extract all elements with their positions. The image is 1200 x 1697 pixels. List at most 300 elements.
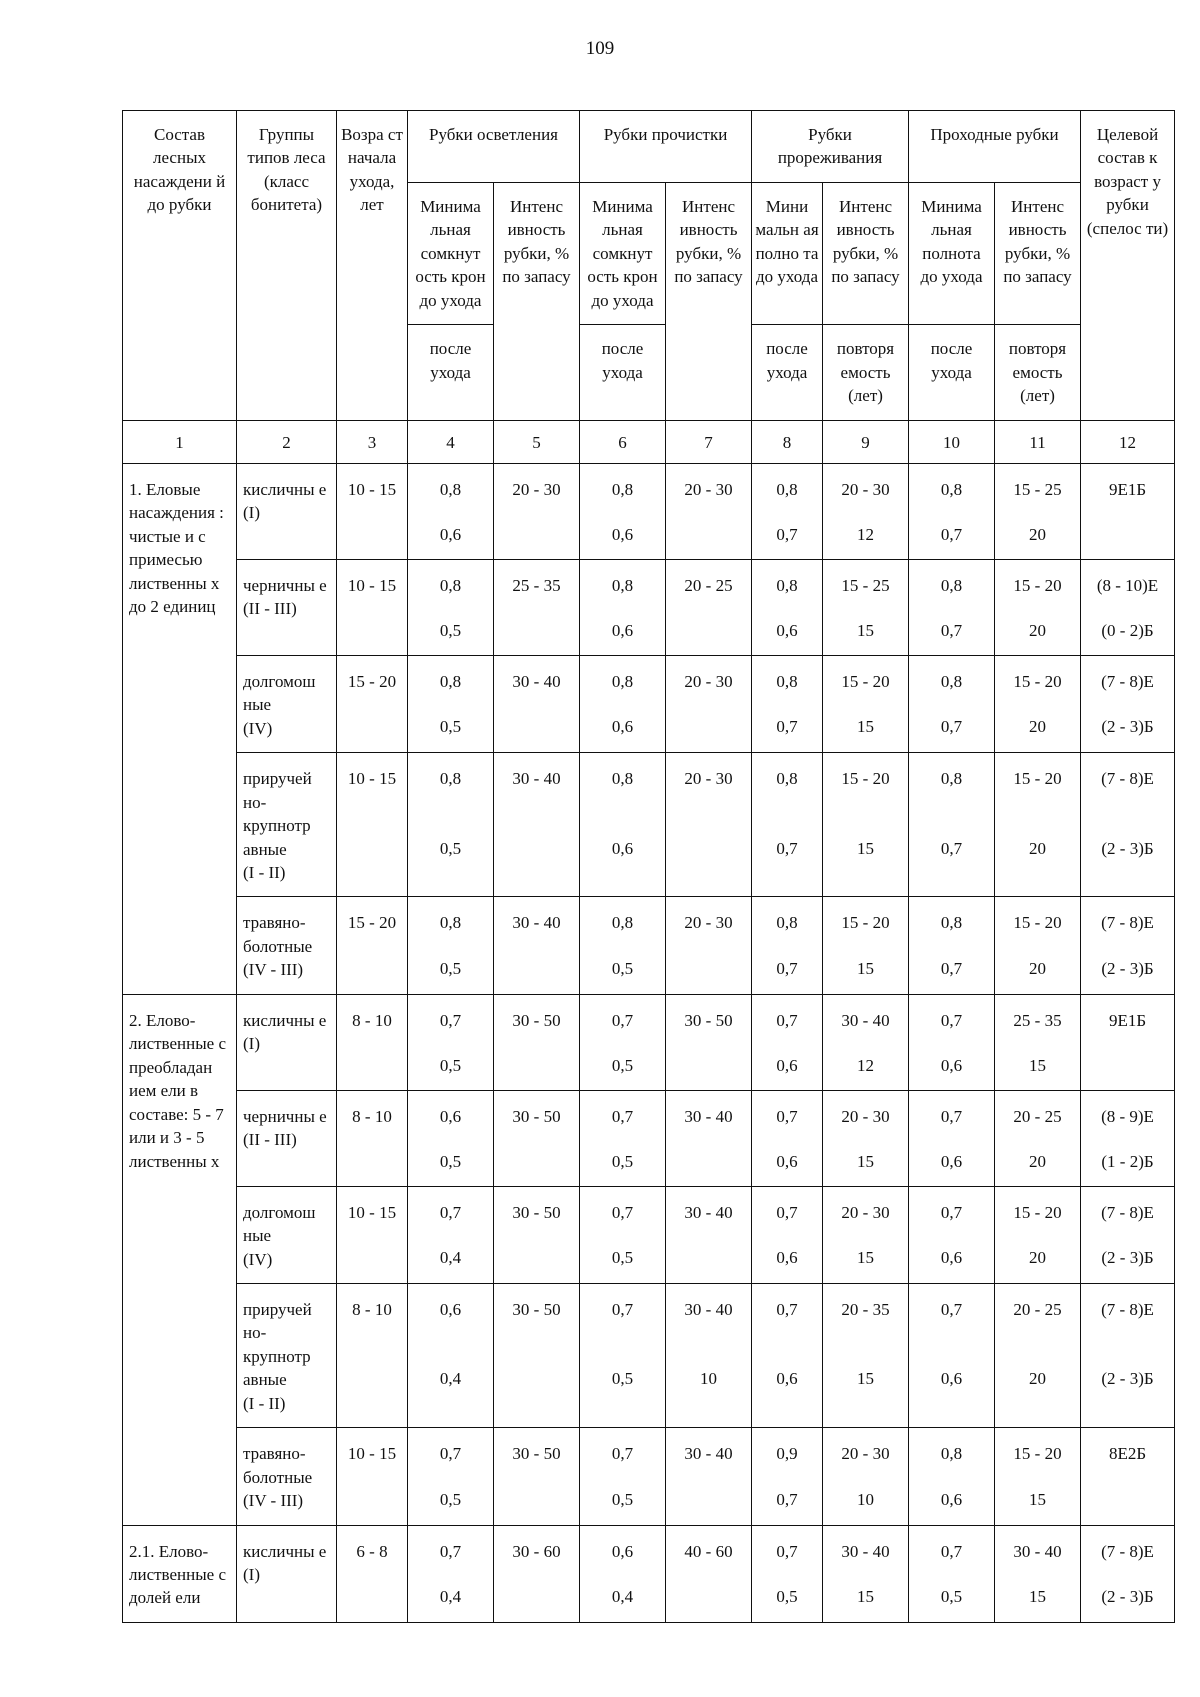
prohod-intensity-cell-after: 20 <box>1029 717 1047 737</box>
column-number-row <box>123 420 1175 463</box>
osvet-intensity-cell: 30 - 50 <box>494 1090 580 1186</box>
prored-intensity-cell-after: 12 <box>857 1056 875 1076</box>
spacer <box>669 1321 748 1367</box>
prored-density-cell-after: 0,7 <box>776 525 798 545</box>
osvet-closure-cell <box>408 753 494 897</box>
prohod-intensity-cell-after: 20 <box>1029 958 1047 978</box>
forest-type-cell <box>237 559 337 655</box>
proch-closure-cell <box>580 994 666 1090</box>
osvet-intensity-cell: 30 - 50 <box>494 1283 580 1427</box>
target-composition-cell <box>1081 1283 1175 1427</box>
spacer <box>1084 1224 1171 1246</box>
site-class: (I) <box>243 1565 260 1585</box>
forest-type-name: кисличны е <box>243 1010 327 1030</box>
prored-density-cell-before: 0,8 <box>776 769 798 789</box>
prohod-density-cell-after: 0,7 <box>940 717 963 737</box>
forest-type-name: кисличны е <box>243 1541 327 1561</box>
forest-type-name: приручей но- крупнотр авные <box>243 769 312 859</box>
proch-closure-cell-after: 0,5 <box>611 1369 634 1389</box>
prohod-density-cell <box>909 897 995 994</box>
prored-intensity-cell-after: 15 <box>857 621 875 641</box>
spacer <box>998 1224 1077 1246</box>
prohod-intensity-cell-before: 20 - 25 <box>1013 1106 1062 1126</box>
prored-density-cell-after: 0,6 <box>776 1056 798 1076</box>
prohod-density-cell-after: 0,6 <box>940 1489 963 1509</box>
proch-closure-cell <box>580 559 666 655</box>
spacer <box>998 791 1077 837</box>
header-forest-type: Группы типов леса (класс бонитета) <box>237 111 337 421</box>
proch-closure-cell-before: 0,8 <box>611 479 634 499</box>
prored-density-cell-after: 0,7 <box>776 717 798 737</box>
prohod-intensity-cell-after: 20 <box>1029 1369 1047 1389</box>
prored-density-cell-after: 0,6 <box>776 621 798 641</box>
prohod-density-cell <box>909 1525 995 1622</box>
prored-intensity-cell-before: 15 - 20 <box>841 769 890 789</box>
osvet-intensity-cell: 30 - 60 <box>494 1525 580 1622</box>
prored-density-cell-before: 0,8 <box>776 671 798 691</box>
osvet-closure-cell-before: 0,6 <box>439 1106 462 1126</box>
prohod-density-cell-before: 0,8 <box>940 575 963 595</box>
start-age-cell: 10 - 15 <box>337 753 408 897</box>
header-prohodnye: Проходные рубки <box>909 111 1081 183</box>
target-composition-cell-before: 9Е1Б <box>1108 1010 1147 1030</box>
spacer <box>1084 1563 1171 1585</box>
header-after-6: после ухода <box>580 325 666 420</box>
proch-closure-cell <box>580 1090 666 1186</box>
col-number: 9 <box>823 420 909 463</box>
osvet-closure-cell <box>408 655 494 752</box>
prored-intensity-cell <box>823 463 909 559</box>
osvet-closure-cell-after: 0,5 <box>439 1152 462 1172</box>
header-intensity-5: Интенс ивность рубки, % по запасу <box>494 182 580 420</box>
spacer <box>998 1321 1077 1367</box>
target-composition-cell-before: (7 - 8)Е <box>1101 671 1154 691</box>
spacer <box>1084 597 1171 619</box>
forest-type-cell <box>237 1428 337 1525</box>
target-composition-cell <box>1081 897 1175 994</box>
proch-closure-cell-before: 0,7 <box>611 1299 634 1319</box>
proch-closure-cell <box>580 753 666 897</box>
prohod-density-cell-before: 0,8 <box>940 479 963 499</box>
prohod-intensity-cell-after: 20 <box>1029 1248 1047 1268</box>
prored-intensity-cell-before: 15 - 20 <box>841 913 890 933</box>
osvet-closure-cell-before: 0,6 <box>439 1299 462 1319</box>
table-row <box>123 1525 1175 1622</box>
prohod-density-cell-before: 0,7 <box>940 1202 963 1222</box>
prored-intensity-cell <box>823 897 909 994</box>
osvet-closure-cell-after: 0,4 <box>439 1248 462 1268</box>
spacer <box>583 1128 662 1150</box>
start-age-cell: 15 - 20 <box>337 655 408 752</box>
prored-density-cell-before: 0,9 <box>776 1444 798 1464</box>
header-min-density-10: Минима льная полнота до ухода <box>909 182 995 324</box>
spacer <box>755 501 819 523</box>
prohod-density-cell-after: 0,5 <box>940 1587 963 1607</box>
spacer <box>583 791 662 837</box>
osvet-closure-cell-after: 0,4 <box>439 1369 462 1389</box>
prored-intensity-cell <box>823 1186 909 1283</box>
col-number: 6 <box>580 420 666 463</box>
osvet-closure-cell-after: 0,5 <box>439 621 462 641</box>
osvet-intensity-cell: 30 - 50 <box>494 1186 580 1283</box>
osvet-closure-cell <box>408 463 494 559</box>
prohod-intensity-cell <box>995 994 1081 1090</box>
spacer <box>998 1466 1077 1488</box>
spacer <box>912 1032 991 1054</box>
spacer <box>826 791 905 837</box>
header-intensity-9: Интенс ивность рубки, % по запасу <box>823 182 909 324</box>
prored-density-cell-before: 0,8 <box>776 913 798 933</box>
target-composition-cell-after: (0 - 2)Б <box>1101 621 1154 641</box>
spacer <box>411 1128 490 1150</box>
prored-intensity-cell-after: 15 <box>857 838 875 858</box>
spacer <box>411 597 490 619</box>
prohod-intensity-cell-after: 20 <box>1029 1152 1047 1172</box>
forest-type-cell <box>237 994 337 1090</box>
prohod-intensity-cell <box>995 897 1081 994</box>
prored-intensity-cell-after: 15 <box>857 1587 875 1607</box>
site-class: (I - II) <box>243 1393 286 1413</box>
forest-type-name: долгомош ные <box>243 1202 316 1246</box>
header-composition: Состав лесных насаждени й до рубки <box>123 111 237 421</box>
prored-density-cell-before: 0,7 <box>776 1299 798 1319</box>
header-after-8: после ухода <box>752 325 823 420</box>
osvet-closure-cell <box>408 559 494 655</box>
prohod-density-cell-after: 0,6 <box>940 1056 963 1076</box>
spacer <box>912 1128 991 1150</box>
spacer <box>826 1563 905 1585</box>
forest-care-table <box>122 110 1175 1623</box>
prohod-density-cell-before: 0,7 <box>940 1106 963 1126</box>
prored-intensity-cell-after: 15 <box>857 958 875 978</box>
prored-density-cell-after: 0,7 <box>776 958 798 978</box>
prohod-intensity-cell-before: 15 - 20 <box>1013 1202 1062 1222</box>
spacer <box>826 935 905 957</box>
spacer <box>826 1224 905 1246</box>
header-repeat-9: повторя емость (лет) <box>823 325 909 420</box>
prored-intensity-cell <box>823 1428 909 1525</box>
header-prochistka: Рубки прочистки <box>580 111 752 183</box>
osvet-closure-cell-before: 0,8 <box>439 769 462 789</box>
target-composition-cell-after: (2 - 3)Б <box>1101 717 1154 737</box>
prored-density-cell-before: 0,7 <box>776 1541 798 1561</box>
forest-type-cell <box>237 897 337 994</box>
osvet-closure-cell <box>408 1186 494 1283</box>
prohod-intensity-cell-before: 15 - 20 <box>1013 671 1062 691</box>
target-composition-cell <box>1081 559 1175 655</box>
prohod-density-cell <box>909 1090 995 1186</box>
spacer <box>583 1321 662 1367</box>
spacer <box>1084 1128 1171 1150</box>
prohod-intensity-cell-after: 15 <box>1029 1587 1047 1607</box>
spacer <box>755 1128 819 1150</box>
prored-intensity-cell-after: 10 <box>857 1489 875 1509</box>
target-composition-cell <box>1081 753 1175 897</box>
spacer <box>411 1032 490 1054</box>
spacer <box>912 597 991 619</box>
prohod-intensity-cell-before: 15 - 20 <box>1013 1444 1062 1464</box>
osvet-intensity-cell: 30 - 50 <box>494 994 580 1090</box>
prohod-density-cell <box>909 1428 995 1525</box>
osvet-closure-cell-after: 0,5 <box>439 958 462 978</box>
header-intensity-11: Интенс ивность рубки, % по запасу <box>995 182 1081 324</box>
spacer <box>755 791 819 837</box>
prohod-density-cell <box>909 753 995 897</box>
spacer <box>826 1466 905 1488</box>
spacer <box>411 935 490 957</box>
spacer <box>826 1321 905 1367</box>
prohod-intensity-cell <box>995 1428 1081 1525</box>
spacer <box>998 1032 1077 1054</box>
spacer <box>912 791 991 837</box>
prored-intensity-cell-after: 12 <box>857 525 875 545</box>
spacer <box>755 1032 819 1054</box>
target-composition-cell <box>1081 463 1175 559</box>
col-number: 3 <box>337 420 408 463</box>
prored-density-cell-after: 0,6 <box>776 1248 798 1268</box>
osvet-intensity-cell: 30 - 50 <box>494 1428 580 1525</box>
site-class: (II - III) <box>243 1130 297 1150</box>
proch-closure-cell-after: 0,5 <box>611 1056 634 1076</box>
site-class: (I - II) <box>243 862 286 882</box>
table-row <box>123 1186 1175 1283</box>
proch-closure-cell-before: 0,7 <box>611 1106 634 1126</box>
spacer <box>411 501 490 523</box>
header-intensity-7: Интенс ивность рубки, % по запасу <box>666 182 752 420</box>
prored-density-cell <box>752 897 823 994</box>
table-row <box>123 559 1175 655</box>
start-age-cell: 6 - 8 <box>337 1525 408 1622</box>
proch-closure-cell-after: 0,5 <box>611 1152 634 1172</box>
site-class: (I) <box>243 503 260 523</box>
prohod-density-cell-after: 0,7 <box>940 525 963 545</box>
prored-intensity-cell-before: 30 - 40 <box>841 1010 890 1030</box>
prored-intensity-cell-before: 20 - 35 <box>841 1299 890 1319</box>
prohod-intensity-cell-after: 20 <box>1029 838 1047 858</box>
prored-density-cell-before: 0,7 <box>776 1202 798 1222</box>
prored-intensity-cell-before: 30 - 40 <box>841 1541 890 1561</box>
proch-closure-cell-after: 0,6 <box>611 621 634 641</box>
proch-closure-cell <box>580 1428 666 1525</box>
prohod-intensity-cell-after: 15 <box>1029 1489 1047 1509</box>
prohod-intensity-cell-before: 15 - 20 <box>1013 575 1062 595</box>
spacer <box>826 501 905 523</box>
prored-density-cell-before: 0,8 <box>776 479 798 499</box>
forest-type-cell <box>237 1525 337 1622</box>
col-number: 10 <box>909 420 995 463</box>
forest-type-cell <box>237 655 337 752</box>
osvet-closure-cell-before: 0,7 <box>439 1010 462 1030</box>
prohod-density-cell-after: 0,6 <box>940 1152 963 1172</box>
spacer <box>1084 1466 1171 1488</box>
osvet-closure-cell-before: 0,8 <box>439 479 462 499</box>
start-age-cell: 8 - 10 <box>337 1283 408 1427</box>
spacer <box>912 1224 991 1246</box>
osvet-intensity-cell: 20 - 30 <box>494 463 580 559</box>
spacer <box>1084 1321 1171 1367</box>
forest-type-name: травяно- болотные <box>243 913 313 956</box>
proch-closure-cell-before: 0,7 <box>611 1202 634 1222</box>
spacer <box>912 1466 991 1488</box>
group-name-cell: 2.1. Елово- лиственные с долей ели <box>123 1525 237 1622</box>
spacer <box>755 1466 819 1488</box>
site-class: (I) <box>243 1034 260 1054</box>
start-age-cell: 10 - 15 <box>337 1428 408 1525</box>
forest-type-name: черничны е <box>243 575 327 595</box>
prored-intensity-cell <box>823 1283 909 1427</box>
prohod-intensity-cell-before: 15 - 20 <box>1013 913 1062 933</box>
site-class: (IV - III) <box>243 1491 304 1511</box>
proch-closure-cell-before: 0,6 <box>611 1541 634 1561</box>
proch-closure-cell-before: 0,8 <box>611 769 634 789</box>
prohod-density-cell-before: 0,7 <box>940 1010 963 1030</box>
prored-intensity-cell-before: 20 - 30 <box>841 1444 890 1464</box>
prohod-intensity-cell-before: 25 - 35 <box>1013 1010 1062 1030</box>
osvet-closure-cell-before: 0,7 <box>439 1541 462 1561</box>
spacer <box>912 693 991 715</box>
proch-intensity-cell: 20 - 30 <box>666 655 752 752</box>
target-composition-cell <box>1081 1186 1175 1283</box>
prohod-density-cell-after: 0,7 <box>940 958 963 978</box>
prored-density-cell-after: 0,7 <box>776 1489 798 1509</box>
col-number: 8 <box>752 420 823 463</box>
start-age-cell: 10 - 15 <box>337 559 408 655</box>
proch-intensity-cell: 20 - 25 <box>666 559 752 655</box>
table-row <box>123 1090 1175 1186</box>
table-body <box>123 463 1175 1622</box>
osvet-closure-cell <box>408 1090 494 1186</box>
prored-intensity-cell-after: 15 <box>857 1248 875 1268</box>
proch-closure-cell-after: 0,4 <box>611 1587 634 1607</box>
prohod-density-cell-before: 0,8 <box>940 1444 963 1464</box>
spacer <box>826 597 905 619</box>
spacer <box>583 1563 662 1585</box>
proch-closure-cell-after: 0,6 <box>611 525 634 545</box>
header-target-composition: Целевой состав к возраст у рубки (спелос ти) <box>1081 111 1175 421</box>
prohod-density-cell-before: 0,8 <box>940 769 963 789</box>
spacer <box>583 597 662 619</box>
col-number: 2 <box>237 420 337 463</box>
spacer <box>411 1224 490 1246</box>
spacer <box>583 693 662 715</box>
prohod-density-cell <box>909 655 995 752</box>
prohod-density-cell-before: 0,8 <box>940 913 963 933</box>
target-composition-cell-before: (7 - 8)Е <box>1101 769 1154 789</box>
prohod-density-cell-before: 0,8 <box>940 671 963 691</box>
spacer <box>1084 791 1171 837</box>
table-row <box>123 463 1175 559</box>
prored-density-cell-before: 0,8 <box>776 575 798 595</box>
target-composition-cell-before: (7 - 8)Е <box>1101 1299 1154 1319</box>
spacer <box>998 1563 1077 1585</box>
header-after-10: после ухода <box>909 325 995 420</box>
spacer <box>912 501 991 523</box>
header-after-4: после ухода <box>408 325 494 420</box>
osvet-closure-cell-after: 0,5 <box>439 717 462 737</box>
prored-intensity-cell <box>823 559 909 655</box>
spacer <box>912 1563 991 1585</box>
proch-intensity-cell: 30 - 40 <box>666 1090 752 1186</box>
start-age-cell: 10 - 15 <box>337 463 408 559</box>
spacer <box>826 1032 905 1054</box>
prohod-intensity-cell-after: 15 <box>1029 1056 1047 1076</box>
proch-intensity-cell-after: 10 <box>700 1369 718 1389</box>
prohod-intensity-cell <box>995 463 1081 559</box>
prored-density-cell-before: 0,7 <box>776 1106 798 1126</box>
prored-intensity-cell-before: 20 - 30 <box>841 1106 890 1126</box>
target-composition-cell-after: (2 - 3)Б <box>1101 838 1154 858</box>
prohod-intensity-cell <box>995 1525 1081 1622</box>
start-age-cell: 8 - 10 <box>337 1090 408 1186</box>
spacer <box>998 935 1077 957</box>
prored-density-cell <box>752 1525 823 1622</box>
site-class: (IV) <box>243 1249 273 1269</box>
prored-density-cell <box>752 1428 823 1525</box>
target-composition-cell-after: (1 - 2)Б <box>1101 1152 1154 1172</box>
target-composition-cell-after: (2 - 3)Б <box>1101 958 1154 978</box>
prohod-intensity-cell-after: 20 <box>1029 525 1047 545</box>
prohod-intensity-cell-before: 15 - 20 <box>1013 769 1062 789</box>
col-number: 12 <box>1081 420 1175 463</box>
spacer <box>1084 693 1171 715</box>
prored-intensity-cell-after: 15 <box>857 1369 875 1389</box>
prored-density-cell <box>752 1186 823 1283</box>
spacer <box>912 1321 991 1367</box>
prohod-density-cell <box>909 1283 995 1427</box>
target-composition-cell <box>1081 1090 1175 1186</box>
spacer <box>411 791 490 837</box>
spacer <box>998 693 1077 715</box>
osvet-closure-cell-before: 0,7 <box>439 1202 462 1222</box>
proch-intensity-cell: 30 - 40 <box>666 1428 752 1525</box>
target-composition-cell-before: (7 - 8)Е <box>1101 913 1154 933</box>
prored-intensity-cell <box>823 655 909 752</box>
target-composition-cell-after: (2 - 3)Б <box>1101 1248 1154 1268</box>
spacer <box>755 693 819 715</box>
group-name-cell: 1. Еловые насаждения : чистые и с примесью лиственны х до 2 единиц <box>123 463 237 994</box>
osvet-closure-cell <box>408 1525 494 1622</box>
forest-type-cell <box>237 463 337 559</box>
target-composition-cell <box>1081 1428 1175 1525</box>
forest-type-name: долгомош ные <box>243 671 316 715</box>
prored-intensity-cell-before: 20 - 30 <box>841 1202 890 1222</box>
forest-type-cell <box>237 753 337 897</box>
prored-density-cell <box>752 559 823 655</box>
osvet-closure-cell-after: 0,5 <box>439 1056 462 1076</box>
proch-closure-cell-before: 0,8 <box>611 671 634 691</box>
osvet-closure-cell <box>408 1428 494 1525</box>
proch-closure-cell-after: 0,6 <box>611 838 634 858</box>
osvet-intensity-cell: 30 - 40 <box>494 753 580 897</box>
target-composition-cell-before: (7 - 8)Е <box>1101 1202 1154 1222</box>
target-composition-cell-before: (7 - 8)Е <box>1101 1541 1154 1561</box>
prohod-intensity-cell-before: 15 - 25 <box>1013 479 1062 499</box>
proch-intensity-cell: 30 - 40 <box>666 1186 752 1283</box>
prohod-intensity-cell-before: 30 - 40 <box>1013 1541 1062 1561</box>
prored-density-cell-after: 0,7 <box>776 838 798 858</box>
prohod-intensity-cell <box>995 1090 1081 1186</box>
prohod-intensity-cell-before: 20 - 25 <box>1013 1299 1062 1319</box>
col-number: 1 <box>123 420 237 463</box>
proch-closure-cell-before: 0,7 <box>611 1444 634 1464</box>
prohod-density-cell <box>909 994 995 1090</box>
target-composition-cell-before: 8Е2Б <box>1108 1444 1147 1464</box>
proch-closure-cell <box>580 655 666 752</box>
page-number: 109 <box>585 38 615 59</box>
proch-closure-cell-before: 0,8 <box>611 913 634 933</box>
prored-density-cell-after: 0,6 <box>776 1369 798 1389</box>
prohod-density-cell-after: 0,7 <box>940 838 963 858</box>
